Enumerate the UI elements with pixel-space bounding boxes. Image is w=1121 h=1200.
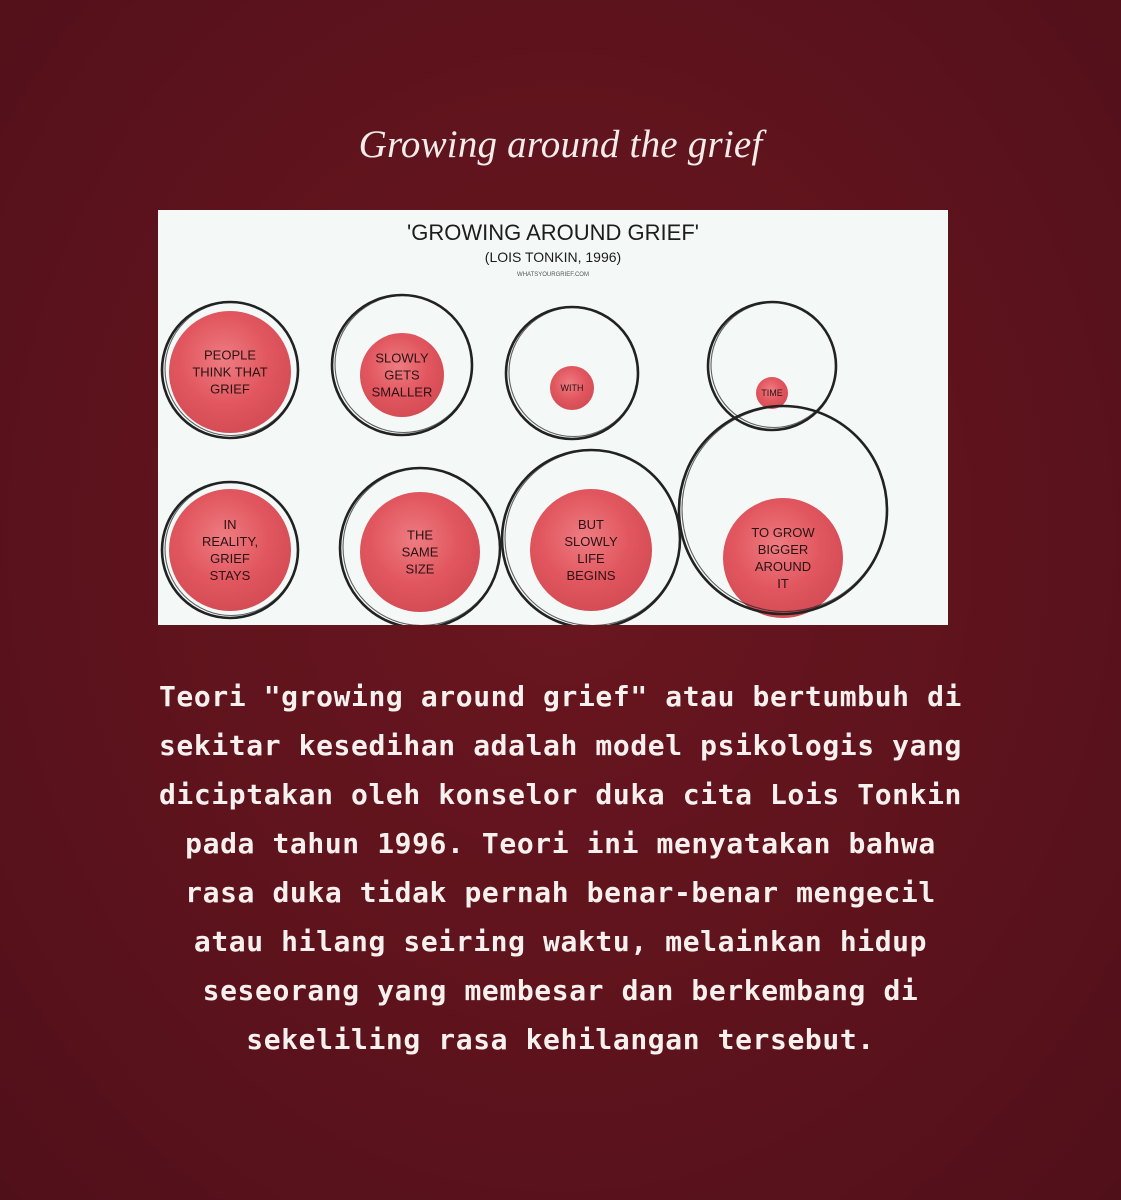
stage-label: IT [777, 576, 789, 592]
stage-label: GETS [384, 367, 420, 383]
body-line: seseorang yang membesar dan berkembang di [202, 974, 919, 1007]
stage-label: BEGINS [566, 568, 616, 584]
stage-label: THE [407, 527, 433, 543]
page-title: Growing around the grief [358, 123, 763, 166]
grief-blob [169, 489, 291, 611]
body-line: sekeliling rasa kehilangan tersebut. [246, 1023, 875, 1056]
top-row-stage-1 [162, 302, 298, 438]
body-line: diciptakan oleh konselor duka cita Lois Tonkin [158, 778, 963, 811]
grief-blob [723, 498, 843, 618]
body-line: pada tahun 1996. Teori ini menyatakan bahwa [185, 827, 936, 860]
body-paragraph [70, 672, 1051, 1064]
stage-label: TIME [761, 388, 783, 399]
bottom-row-stage-2 [340, 468, 500, 625]
diagram-source: WHATSYOURGRIEF.COM [517, 272, 589, 278]
stage-label: SAME [401, 544, 439, 560]
body-line: sekitar kesedihan adalah model psikologis yang [158, 729, 963, 762]
top-row-stage-3 [506, 307, 638, 439]
stage-label: THINK THAT [192, 364, 268, 380]
stage-label: SIZE [405, 561, 435, 577]
body-line: rasa duka tidak pernah benar-benar mengecil [185, 876, 936, 909]
stage-label: SLOWLY [375, 350, 429, 366]
stage-label: IN [223, 517, 237, 533]
body-line: atau hilang seiring waktu, melainkan hidup [193, 925, 928, 958]
stage-label: WITH [560, 383, 584, 394]
stage-label: GRIEF [210, 381, 250, 397]
stage-label: STAYS [209, 568, 251, 584]
diagram-subtitle: (LOIS TONKIN, 1996) [484, 249, 622, 265]
bottom-row-stage-3 [502, 450, 680, 625]
growing-around-grief-diagram [158, 210, 948, 625]
stage-label: PEOPLE [203, 347, 257, 363]
stage-label: GRIEF [210, 551, 250, 567]
grief-blob [530, 489, 652, 611]
stage-label: LIFE [577, 551, 605, 567]
stage-label: REALITY, [201, 534, 259, 550]
bottom-row-stage-4 [679, 406, 887, 618]
stage-label: SMALLER [371, 384, 433, 400]
diagram-title: 'GROWING AROUND GRIEF' [407, 220, 699, 245]
top-row-stage-2 [332, 295, 472, 435]
stage-label: TO GROW [751, 525, 815, 541]
body-line: Teori "growing around grief" atau bertumbuh di [158, 680, 963, 713]
diagram-card [158, 210, 948, 625]
bottom-row-stage-1 [162, 482, 298, 618]
stage-label: BIGGER [757, 542, 809, 558]
stage-label: BUT [578, 517, 604, 533]
stage-label: AROUND [754, 559, 812, 575]
stage-label: SLOWLY [564, 534, 618, 550]
